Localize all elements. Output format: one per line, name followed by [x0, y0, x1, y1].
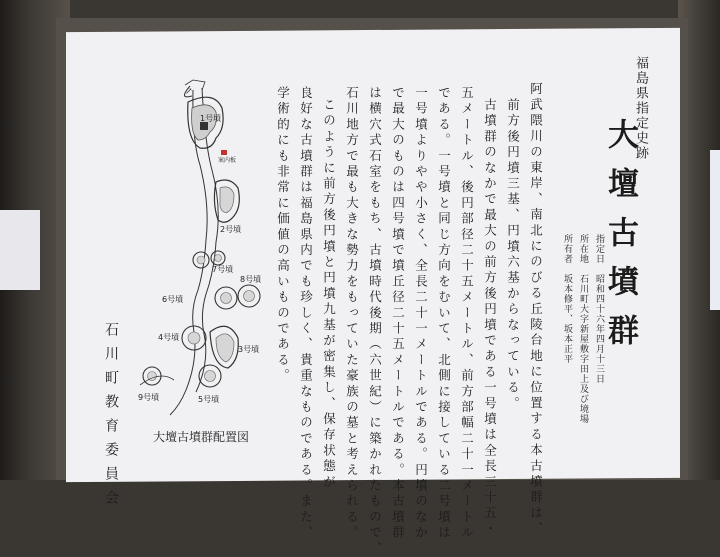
map-label-mound-1: 1号墳 — [200, 114, 222, 123]
body-line: 学術的にも非常に価値の高いものである。 — [275, 86, 291, 385]
map-label-mound-5: 5号墳 — [198, 395, 220, 404]
map-label-mound-6: 6号墳 — [162, 295, 184, 304]
map-caption: 大壇古墳群配置図 — [153, 430, 250, 444]
body-line: 前方後円墳三基、円墳六基からなっている。 — [505, 98, 521, 412]
body-line: である。一号墳と同じ方向をむいて、北側に接している二号墳は — [436, 86, 452, 542]
background-sky — [710, 150, 720, 310]
body-line: は横穴式石室をもち、古墳時代後期（六世紀）に築かれたもので、 — [367, 86, 383, 557]
map-label-mound-3: 3号墳 — [238, 345, 260, 354]
map-label-mound-9: 9号墳 — [138, 393, 160, 402]
map-label-mound-4: 4号墳 — [158, 333, 180, 342]
layout-map — [130, 70, 280, 430]
svg-text:↗: ↗ — [185, 87, 193, 97]
map-label-mound-8: 8号墳 — [240, 275, 262, 284]
body-line: 五メートル、後円部径二十五メートル、前方部幅二十一メートル — [459, 86, 475, 542]
info-board-marker — [221, 150, 227, 155]
body-line: 石川地方で最も大きな勢力をもっていた豪族の墓と考えられる。 — [344, 86, 360, 542]
info-location: 所在地 石川町大字新屋敷字田上及び境場 — [578, 234, 588, 424]
map-label-mound-2: 2号墳 — [220, 225, 242, 234]
map-label-info-board: 案内板 — [218, 157, 237, 164]
info-owner: 所有者 坂本修平、坂本正平 — [562, 234, 572, 364]
body-line: 良好な古墳群は福島県内でも珍しく、貴重なものである。また、 — [298, 86, 314, 542]
background-snow — [0, 210, 40, 290]
author: 石川町教育委員会 — [103, 322, 119, 514]
sign-title: 大壇古墳群 — [602, 118, 638, 363]
body-line: このように前方後円墳と円墳九基が密集し、保存状態が — [321, 98, 337, 491]
body-line: 古墳群のなかで最大の前方後円墳である一号墳は全長三十五・ — [482, 98, 498, 538]
body-line: で最大のものは四号墳で墳丘径二十五メートルである。本古墳群 — [390, 86, 406, 542]
info-designation-date: 指定日 昭和四十六年四月十三日 — [594, 234, 604, 384]
map-label-mound-7: 7号墳 — [212, 265, 234, 274]
prefecture-designation: 福島県指定史跡 — [633, 56, 648, 161]
body-line: 阿武隈川の東岸、南北にのびる丘陵台地に位置する本古墳群は、 — [528, 82, 544, 538]
body-line: 一号墳よりやや小さく、全長二十一メートルである。円墳のなか — [413, 86, 429, 542]
